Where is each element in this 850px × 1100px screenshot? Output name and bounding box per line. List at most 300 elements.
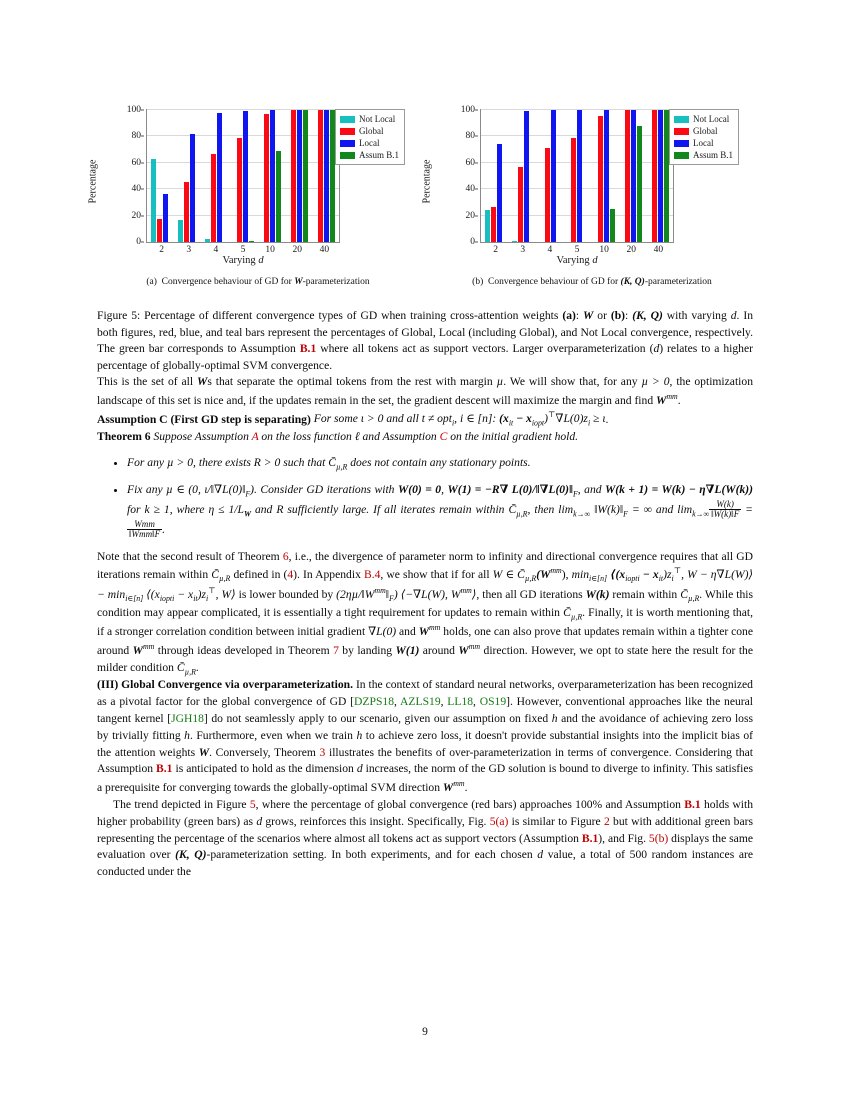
bar [205,239,210,242]
assumption-c-head: Assumption C (First GD step is separating) [97,412,311,426]
p2-m8: )z [663,568,672,582]
subfigure-b [421,100,753,288]
figure-caption-p4: : [625,309,633,323]
subcaption-b [431,276,753,288]
chart-a [87,100,419,268]
y-axis-tick-mark [475,136,478,137]
bar [264,114,269,242]
p3-t8: illustrates the benefits of over-parameterization in terms of convergence. Considering that Assumption [97,745,753,776]
legend-item [340,113,399,125]
chart-a-xlabel-math: d [258,255,264,266]
p2-m19sub: µ,R [687,594,700,604]
p1-m4: W [656,393,667,407]
bar [237,138,242,242]
bar [524,111,529,242]
p3-t11: . [464,781,468,795]
x-axis-tick-label: 40 [653,245,664,255]
bar [658,110,663,242]
bar-group [258,110,282,242]
x-axis-tick-label: 2 [493,245,498,255]
p4-ref-5[interactable]: 5 [249,797,256,811]
theorem-6-bullet-1 [127,455,753,473]
p2-m17: ⟩ [471,587,477,601]
p2-m23sup: mm [142,642,155,652]
figure-caption-bold-b: (b) [610,309,626,323]
p4-t7: ), and Fig. [598,831,649,845]
b2-tend: . [162,523,166,537]
p2-m14sup: mm [374,586,386,596]
legend-item [340,125,399,137]
p2-t4: ). In Appendix [293,568,364,582]
p2-t13: holds, one can also prove that updates remain within a tighter cone around [97,625,753,657]
bar [318,110,323,242]
bar [243,111,248,242]
paragraph-1 [97,374,753,409]
p1-t5: . [677,393,681,407]
bar-group [231,110,255,242]
t6-t3: and Assumption [359,430,440,444]
p3-cite-dzps18[interactable]: DZPS18 [354,695,394,709]
p3-cite-azls19[interactable]: AZLS19 [400,695,441,709]
p3-ref-3[interactable]: 3 [319,745,326,759]
p2-m9sub: i∈[n] [125,594,144,604]
subfigure-a [87,100,419,288]
b2-m12sub: k→∞ [692,509,710,519]
bar [217,113,222,242]
bar [551,110,556,242]
bar [249,241,254,242]
t6-ref-a[interactable]: A [251,430,259,444]
bar-group [204,110,228,242]
p3-m6: W [442,781,454,795]
chart-a-xlabel [146,255,340,266]
p2-m2sub: µ,R [524,574,537,584]
b2-m6sub: W [243,509,251,519]
subcaption-a [97,276,419,288]
p2-m7: − x [639,568,659,582]
p3-t2: ]. However, conventional approaches like the neural tangent kernel [ [97,695,753,726]
b2-m9: lim [558,502,574,516]
y-axis-tick-mark [141,242,144,243]
p2-m6: ⟨(x [607,568,626,582]
bar [157,219,162,242]
p4-t4: grows, reinforces this insight. Specifically, Fig. [262,814,490,828]
subcaption-b-text2: -parameterization [644,277,712,287]
figure-caption-p3: or [593,309,611,323]
p2-m19: C̄ [680,587,688,601]
p2-m15: ‖ [385,587,390,601]
b2-m1sub: F [245,489,251,499]
x-axis-tick-label: 5 [240,245,246,255]
figure-5-caption [97,308,753,374]
ac-m2: t ≠ opt [421,412,452,426]
b2-m8: C̄ [508,502,517,516]
chart-b [421,100,753,268]
theorem-6-bullet-2 [127,482,753,540]
p2-t18: . [195,660,199,674]
p2-t8: , then all GD iterations [476,587,586,601]
b1-t4: does not contain any stationary points. [347,456,531,470]
legend-label: Assum B.1 [693,150,734,160]
p3-cite-os19[interactable]: OS19 [479,695,507,709]
ac-m1: ι > 0 [360,412,384,426]
t6-ref-c[interactable]: C [439,430,448,444]
figure-caption-p1: Percentage of different convergence types of GD when training cross-attention weights [140,309,563,323]
b2-m3sub: F [572,489,578,499]
p2-t16: around [419,643,459,657]
y-axis-tick-label: 100 [460,105,475,115]
bar [163,194,168,242]
figure-caption-p2: : [575,309,584,323]
p1-t1: This is the set of all [97,375,198,389]
figure-caption-p5: with varying [662,309,731,323]
bar [184,182,189,242]
paragraph-2 [97,549,753,678]
y-axis-tick-mark [475,110,478,111]
p4-ref-b1[interactable]: B.1 [684,797,701,811]
y-axis-tick-label: 80 [131,131,141,142]
p2-m2: W ∈ C̄ [492,568,525,582]
chart-a-xtick-labels [146,245,340,255]
chart-b-xlabel [480,255,674,266]
y-axis-tick-mark [475,189,478,190]
legend-item [674,149,733,161]
p4-t8: displays the same evaluation over [97,831,753,862]
b2-m8sub: µ,R [516,509,528,519]
p1-m3: µ > 0 [641,375,670,389]
y-axis-tick-mark [475,162,478,163]
b2-t1: Fix any [127,482,167,496]
y-axis-tick-label: 40 [465,184,475,195]
bar-group [484,110,508,242]
p2-m1sub: µ,R [219,574,231,584]
assumption-c [97,410,753,430]
p3-sep1: , [394,695,401,709]
p4-t3: holds with higher probability (green bars) as [97,797,753,828]
b2-frac1-den: ‖W(k)‖F [711,509,740,519]
bar [518,167,523,243]
bar [604,110,609,242]
p1-t2: s that separate the optimal tokens from the rest with margin [207,375,497,389]
p2-ref-6[interactable]: 6 [282,549,289,563]
x-axis-tick-label: 3 [186,245,192,255]
b1-m2: R > 0 [253,456,281,470]
chart-a-bars [147,110,339,242]
b2-frac-2 [127,520,162,540]
subcaption-b-text1: Convergence behaviour of GD for [488,277,621,287]
bar [598,116,603,242]
p2-m24: W(1) [395,643,420,657]
b2-m9sub: k→∞ [573,509,591,519]
b2-t6: , where [169,502,209,516]
b2-m11: = ∞ and [627,502,678,516]
p2-m12sup: ⊤ [208,586,216,596]
ac-m7sub: i [587,418,591,428]
b2-m10: ‖W(k)‖ [590,502,624,516]
bar [270,110,275,242]
legend-label: Local [359,138,380,148]
x-axis-tick-label: 10 [265,245,275,255]
b2-frac-1 [709,500,741,520]
p2-ref-4[interactable]: 4 [287,568,294,582]
ac-end: . [605,412,609,426]
ac-m4sub: it [508,418,514,428]
p2-m22sup: mm [429,623,441,633]
bar [485,210,490,242]
p2-m13: , W⟩ [215,587,236,601]
subcaption-a-text1: Convergence behaviour of GD for [161,277,295,287]
b1-t1: For any [127,456,167,470]
chart-b-xlabel-math: d [592,255,598,266]
p4-ref-5b[interactable]: 5(b) [648,831,669,845]
ac-m4: (x [499,412,509,426]
theorem-6-head [97,429,753,446]
figure-caption-math-d: d [730,309,737,323]
p2-m23: W [132,643,143,657]
b2-m2: W(0) = 0 [397,482,442,496]
y-axis-tick-label: 40 [131,184,141,195]
p2-t5: , we show that if for all [380,568,493,582]
chart-b-xtick-labels [480,245,674,255]
legend-item [674,137,733,149]
figure-caption-p7: where all tokens act as support vectors. Larger overparameterization ( [316,342,654,356]
p2-m11: − x [174,587,194,601]
p2-m3sup: mm [550,566,562,576]
y-axis-tick-mark [141,162,144,163]
bar-group [150,110,174,242]
subcaption-a-text2: -parameterization [302,277,370,287]
y-axis-tick-mark [141,215,144,216]
p1-t4: , the optimization landscape of this set is nice and, if the updates remain in the set, the gradient descent will maximize the margin and find [97,375,753,407]
legend-color-swatch [340,152,355,159]
bar [545,148,550,242]
p2-m1: C̄ [211,568,220,582]
t6-t2: on the loss function [258,430,355,444]
y-axis-tick-label: 20 [131,210,141,221]
p4-ref-5a[interactable]: 5(a) [489,814,509,828]
legend-item [674,113,733,125]
p1-m1: W [197,375,208,389]
p2-m15sub: F [389,594,394,604]
bar [491,207,496,242]
ac-m6: ) [544,412,548,426]
b2-frac2-num: Wmm [127,520,162,530]
p2-m5sub: i∈[n] [589,574,608,584]
x-axis-tick-label: 20 [292,245,303,255]
bar-group [592,110,616,242]
p2-m5: min [571,568,590,582]
b2-eq: = [741,502,754,516]
p3-t5: . Furthermore, even when we train [189,728,357,742]
x-axis-tick-label: 2 [159,245,164,255]
p4-ref-b1b[interactable]: B.1 [581,831,599,845]
y-axis-tick-mark [141,110,144,111]
legend-color-swatch [674,140,689,147]
p2-m26: C̄ [176,660,185,674]
p2-m22: W [418,625,429,639]
legend-color-swatch [340,140,355,147]
y-axis-tick-label: 80 [465,131,475,142]
p3-m1: h [551,712,558,726]
p3-t9: is anticipated to hold as the dimension [172,762,357,776]
p1-m4sup: mm [666,391,678,401]
x-axis-tick-label: 3 [520,245,526,255]
p2-ref-b4[interactable]: B.4 [363,568,381,582]
figure-caption-p6: . In both figures, red, blue, and teal bars represent the percentages of Global, Local (including Global), and Not Local convergence, respectively. The green bar corresponds to Assumption [97,309,753,356]
figure-5 [87,100,753,288]
p3-t6: to achieve zero loss, it doesn't provide substantial insights into the implicit bias of the attention weights [97,728,753,759]
b1-m3: C̄ [328,456,337,470]
p2-t11: . Finally, it is worth mentioning that, if a stronger correlation condition between initial gradient [97,605,753,639]
b2-t3: , [441,482,448,496]
figure-caption-label: Figure 5: [97,309,141,323]
p3-t1: In the context of standard neural networks, overparameterization has been recognized as a pivotal factor for the global convergence of GD [ [97,678,753,709]
page-content [87,100,754,881]
b1-m1: µ > 0 [166,456,194,470]
chart-a-plot-area [146,109,340,243]
bar-group [311,110,335,242]
ac-m3: i ∈ [n] [459,412,493,426]
p2-t17: direction. However, we opt to state here the result for the milder condition [97,643,753,674]
legend-item [340,137,399,149]
p2-t2: , i.e., the divergence of parameter norm to infinity and directional convergence requires that all GD iterations remain within [97,549,753,582]
p2-m16sup: mm [460,586,472,596]
p2-m6subsub: i [637,574,640,584]
p2-m9: , W − η∇L(W)⟩ − min [97,568,754,601]
legend-color-swatch [674,128,689,135]
x-axis-tick-label: 5 [574,245,580,255]
b2-t4: , and [577,482,605,496]
legend-label: Global [359,126,384,136]
subcaption-b-prefix: (b) [472,277,484,287]
p2-t6: , [565,568,572,582]
p3-cite-ll18[interactable]: LL18 [447,695,474,709]
b2-m12: lim [677,502,693,516]
p2-m16: ) ⟨−∇L(W), W [393,587,461,601]
figure-caption-ref-b1[interactable]: B.1 [299,342,317,356]
subcaption-a-prefix: (a) [146,277,157,287]
p4-t1: The trend depicted in Figure [113,797,250,811]
legend-label: Not Local [359,114,396,124]
bar [610,209,615,242]
bar [151,159,156,242]
b2-m10sub: F [623,509,628,519]
p2-m7sub: it [658,574,664,584]
p4-ref-2[interactable]: 2 [603,814,610,828]
p3-head: (III) Global Convergence via overparameterization. [97,678,354,692]
bar [571,138,576,242]
p3-m6sup: mm [453,779,465,789]
y-axis-tick-mark [141,136,144,137]
bar [631,110,636,242]
bar [178,220,183,242]
p2-m4: ) [561,568,566,582]
chart-a-legend [335,109,405,165]
y-axis-tick-mark [475,215,478,216]
p3-ref-b1[interactable]: B.1 [156,762,173,776]
bar [303,110,308,242]
p4-t9: -parameterization setting. In both experiments, and for each chosen [206,848,538,862]
p3-sep3: , [473,695,480,709]
ac-m7: ∇L(0)z [555,412,588,426]
bar [276,151,281,242]
legend-label: Local [693,138,714,148]
p2-m10: ⟨(x [143,587,160,601]
legend-label: Not Local [693,114,730,124]
x-axis-tick-label: 40 [319,245,330,255]
figure-caption-math-kq: (K, Q) [632,309,663,323]
p3-t7: . Conversely, Theorem [209,745,320,759]
ac-m2sub: i [451,418,455,428]
y-axis-tick-label: 60 [465,157,475,168]
p2-ref-7[interactable]: 7 [333,643,339,657]
p2-m18: W(k) [585,587,610,601]
b2-m1: µ ∈ (0, ι/‖∇L(0)‖ [166,482,246,496]
x-axis-tick-label: 20 [626,245,637,255]
b2-m4: W(k + 1) = W(k) − η∇L(W(k)) [605,482,753,496]
p3-m5: d [356,762,363,776]
p2-m26sub: µ,R [184,667,196,677]
bar [324,110,329,242]
legend-item [674,125,733,137]
p3-m2: h [184,728,190,742]
y-axis-tick-mark [141,189,144,190]
theorem-6-label: Theorem 6 [97,430,151,444]
b2-m3: W(1) = −R∇ L(0)/‖∇L(0)‖ [447,482,573,496]
p2-m12: )z [197,587,206,601]
legend-color-swatch [340,116,355,123]
chart-b-legend [669,109,739,165]
p1-m2: µ [496,375,504,389]
chart-a-ytick-labels [97,105,144,247]
p2-t7: is lower bounded by [235,587,337,601]
legend-label: Global [693,126,718,136]
p4-t2: , where the percentage of global convergence (red bars) approaches 100% and Assumption [255,797,685,811]
legend-color-swatch [340,128,355,135]
b2-m7: R [276,502,284,516]
p4-m2: (K, Q) [175,848,207,862]
p2-m20sub: µ,R [570,611,583,621]
ac-b3: , [454,412,460,426]
p2-m8sub: i [671,574,674,584]
p2-m6sub: iopt [625,574,638,584]
bar [652,110,657,242]
x-axis-tick-label: 10 [599,245,609,255]
paragraph-3 [97,677,753,796]
y-axis-tick-label: 100 [126,105,141,115]
p3-cite-jgh18[interactable]: JGH18 [171,712,204,726]
p3-t3: ] do not seamlessly apply to our scenario, given our assumption on fixed [203,712,552,726]
bar-group [285,110,309,242]
bar [637,126,642,242]
p3-m4: W [198,745,210,759]
p2-t1: Note that the second result of Theorem [97,549,283,563]
p2-m12sub: i [205,594,209,604]
bar [291,110,296,242]
bar [512,241,517,242]
bar [297,110,302,242]
p2-t3: defined in ( [230,568,288,582]
b2-t7: and [251,502,277,516]
b2-m6: η ≤ 1/L [208,502,244,516]
bar [190,134,195,242]
x-axis-tick-label: 4 [213,245,219,255]
t6-t4: on the initial gradient hold. [447,430,579,444]
ac-b1: For some [310,412,361,426]
p2-m3: (W [536,568,551,582]
subcaption-b-math: (K, Q) [620,277,645,287]
p4-t5: is similar to Figure [508,814,604,828]
